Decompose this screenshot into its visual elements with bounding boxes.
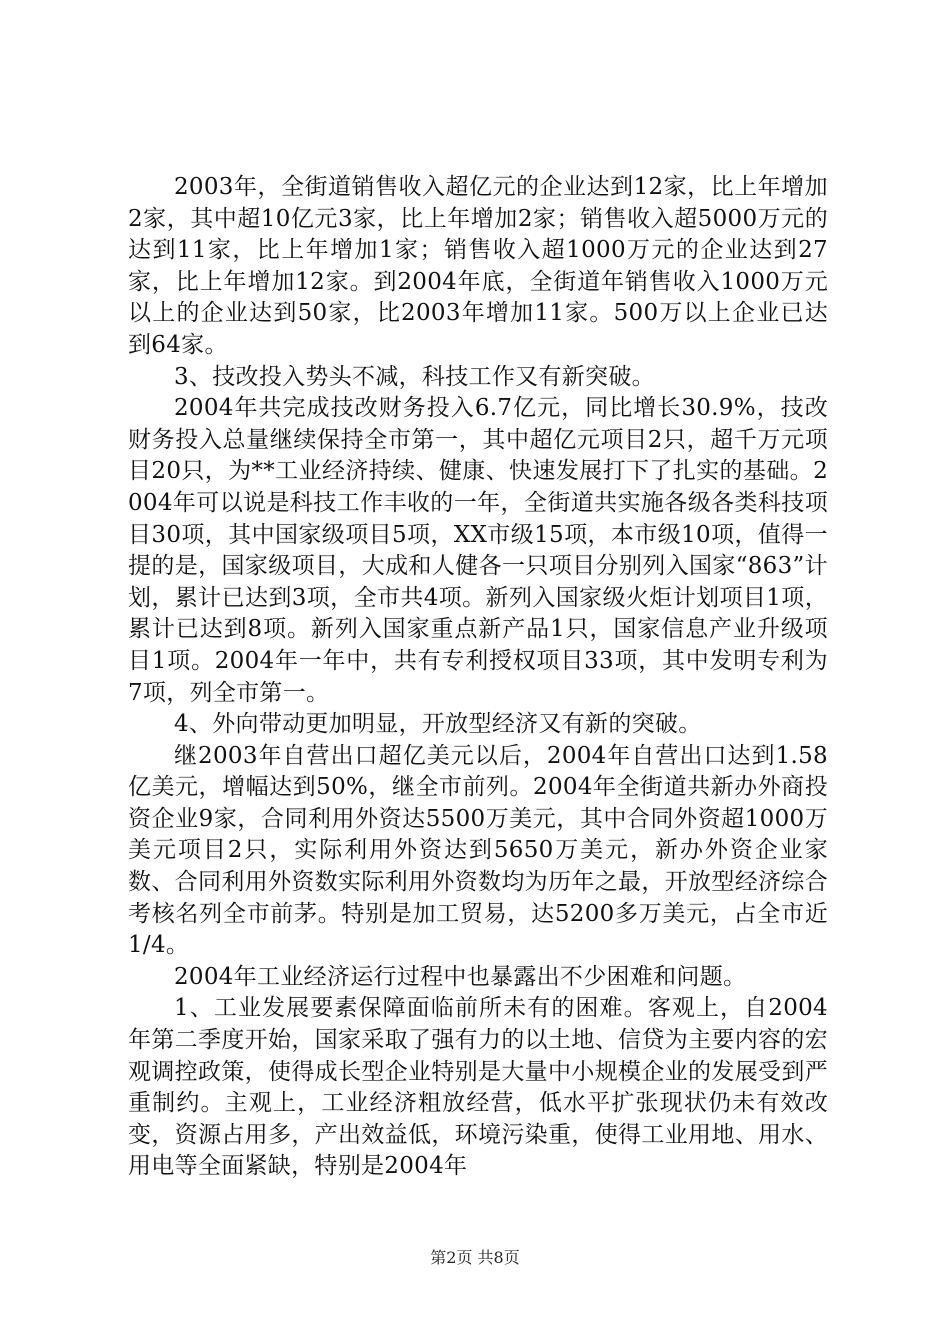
document-body <box>128 172 828 1183</box>
paragraph-open-economy: 继2003年自营出口超亿美元以后，2004年自营出口达到1.58亿美元，增幅达到50%，继全市前列。2004年全街道共新办外商投资企业9家，合同利用外资达5500万美元，其中合同外资超1000万美元项目2只，实际利用外资达到5650万美元，新办外资企业家数、合同利用外资数实际利用外资数均为历年之最，开放型经济综合考核名列全市前茅。特别是加工贸易，达5200多万美元，占全市近1/4。 <box>128 742 828 959</box>
page-footer: 第2页 共8页 <box>430 1248 520 1267</box>
paragraph-tech-investment: 2004年共完成技改财务投入6.7亿元，同比增长30.9%，技改财务投入总量继续保持全市第一，其中超亿元项目2只，超千万元项目20只，为**工业经济持续、健康、快速发展打下了扎实的基础。2004年可以说是科技工作丰收的一年，全街道共实施各级各类科技项目30项，其中国家级项目5项，XX市级15项，本市级10项，值得一提的是，国家级项目，大成和人健各一只项目分别列入国家“863”计划，累计已达到3项，全市共4项。新列入国家级火炬计划项目1项，累计已达到8项。新列入国家重点新产品1只，国家信息产业升级项目1项。2004年一年中，共有专利授权项目33项，其中发明专利为7项，列全市第一。 <box>128 395 828 706</box>
heading-open-economy: 4、外向带动更加明显，开放型经济又有新的突破。 <box>174 711 702 738</box>
heading-tech-investment: 3、技改投入势头不减，科技工作又有新突破。 <box>174 363 655 390</box>
paragraph-problems-intro: 2004年工业经济运行过程中也暴露出不少困难和问题。 <box>174 963 747 990</box>
paragraph-problem-one: 1、工业发展要素保障面临前所未有的困难。客观上，自2004年第二季度开始，国家采取了强有力的以土地、信贷为主要内容的宏观调控政策，使得成长型企业特别是大量中小规模企业的发展受到严重制约。主观上，工业经济粗放经营，低水平扩张现状仍未有效改变，资源占用多，产出效益低，环境污染重，使得工业用地、用水、用电等全面紧缺，特别是2004年 <box>128 995 828 1180</box>
paragraph-sales-revenue: 2003年，全街道销售收入超亿元的企业达到12家，比上年增加2家，其中超10亿元3家，比上年增加2家；销售收入超5000万元的达到11家，比上年增加1家；销售收入超1000万元的企业达到27家，比上年增加12家。到2004年底，全街道年销售收入1000万元以上的企业达到50家，比2003年增加11家。500万以上企业已达到64家。 <box>128 174 828 358</box>
